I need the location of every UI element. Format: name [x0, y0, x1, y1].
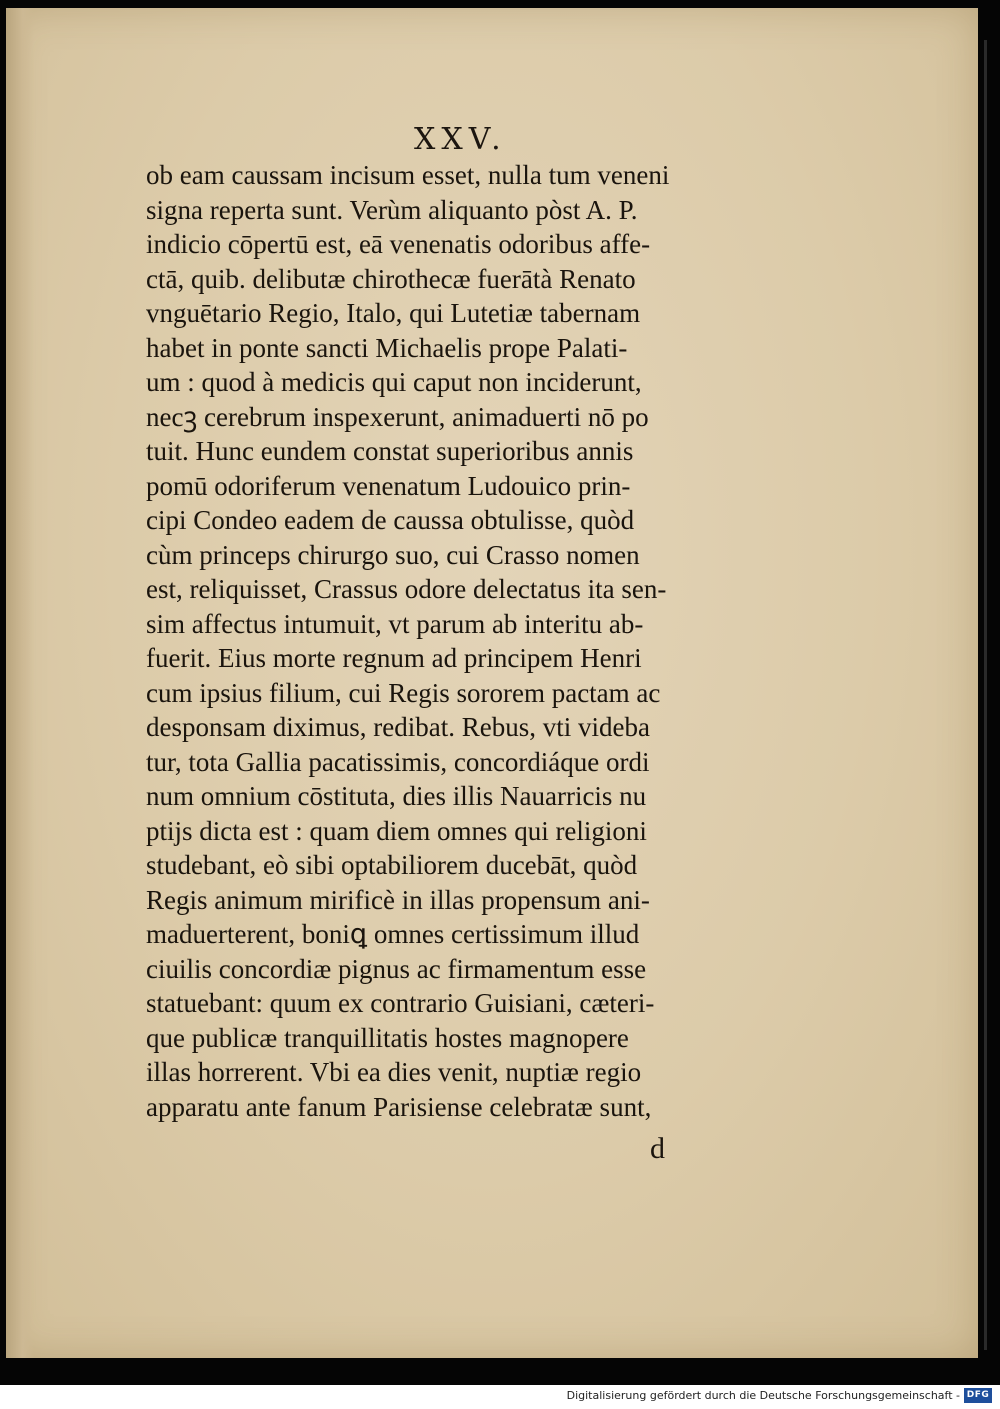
- text-line: vnguētario Regio, Italo, qui Lutetiæ tabernam: [146, 298, 641, 328]
- text-line: desponsam diximus, redibat. Rebus, vti videba: [146, 712, 650, 742]
- text-line: signa reperta sunt. Verùm aliquanto pòst A. P.: [146, 194, 638, 225]
- text-line: ctā, quib. delibutæ chirothecæ fuerātà Renato: [146, 263, 636, 294]
- text-line: fuerit. Eius morte regnum ad principem Henri: [146, 643, 642, 673]
- text-line: Regis animum mirificè in illas propensum ani-: [146, 884, 650, 915]
- text-line: cum ipsius filium, cui Regis sororem pactam ac: [146, 677, 661, 708]
- text-line: studebant, eò sibi optabiliorem ducebāt, quòd: [146, 850, 638, 880]
- footer-credit: Digitalisierung gefördert durch die Deutsche Forschungsgemeinschaft -: [566, 1389, 960, 1402]
- text-line: cipi Condeo eadem de caussa obtulisse, quòd: [146, 505, 635, 535]
- text-line: tuit. Hunc eundem constat superioribus annis: [146, 436, 634, 466]
- text-line: sim affectus intumuit, vt parum ab interitu ab-: [146, 608, 644, 639]
- text-line: cùm princeps chirurgo suo, cui Crasso nomen: [146, 539, 640, 570]
- text-line: necꝫ cerebrum inspexerunt, animaduerti nō po: [146, 401, 649, 432]
- text-line: maduerterent, boniꝗ omnes certissimum illud: [146, 919, 640, 949]
- text-line: tur, tota Gallia pacatissimis, concordiáque ordi: [146, 746, 650, 777]
- body-text: [146, 158, 758, 1124]
- binding-edge: [6, 8, 34, 1358]
- text-line: ciuilis concordiæ pignus ac firmamentum esse: [146, 953, 647, 984]
- text-line: indicio cōpertū est, eā venenatis odoribus affe-: [146, 229, 651, 259]
- scan-edge-rule: [984, 40, 987, 1350]
- text-line: illas horrerent. Vbi ea dies venit, nuptiæ regio: [146, 1057, 642, 1087]
- text-line: um : quod à medicis qui caput non inciderunt,: [146, 367, 642, 397]
- text-line: ptijs dicta est : quam diem omnes qui religioni: [146, 815, 647, 846]
- signature-mark: d: [650, 1132, 665, 1165]
- text-line: statuebant: quum ex contrario Guisiani, cæteri-: [146, 988, 655, 1018]
- footer-bar: [0, 1385, 1000, 1409]
- text-line: num omnium cōstituta, dies illis Nauarricis nu: [146, 781, 647, 811]
- text-line: pomū odoriferum venenatum Ludouico prin-: [146, 470, 631, 501]
- text-line: que publicæ tranquillitatis hostes magnopere: [146, 1022, 629, 1053]
- text-line: habet in ponte sancti Michaelis prope Palati-: [146, 332, 628, 363]
- page-number: XXV.: [414, 122, 507, 157]
- text-line: ob eam caussam incisum esset, nulla tum veneni: [146, 160, 670, 190]
- text-line: apparatu ante fanum Parisiense celebratæ sunt,: [146, 1091, 652, 1122]
- dfg-logo-icon: DFG: [964, 1388, 992, 1403]
- text-line: est, reliquisset, Crassus odore delectatus ita sen-: [146, 574, 667, 604]
